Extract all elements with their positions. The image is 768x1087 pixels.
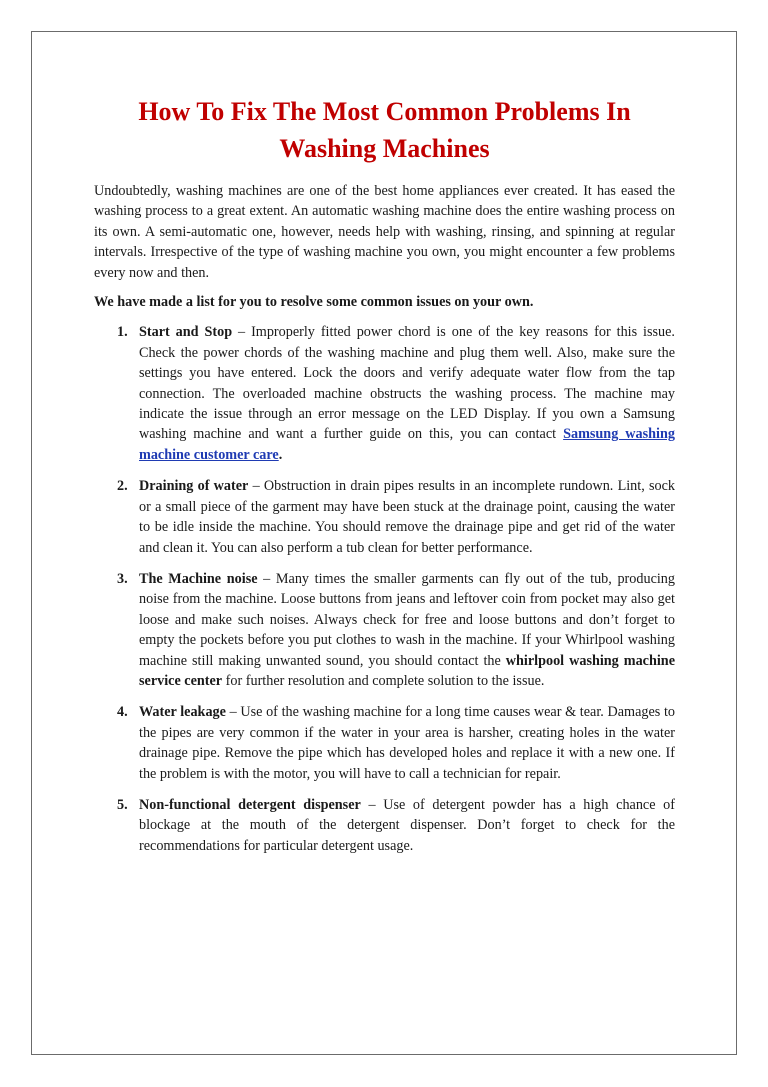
- list-number: 2.: [117, 478, 128, 495]
- whirlpool-service-center-text: whirlpool washing machine service center: [139, 652, 675, 689]
- item-heading: Water leakage: [139, 704, 226, 721]
- list-item-detergent-dispenser: [94, 795, 675, 856]
- list-item-machine-noise: [94, 569, 675, 691]
- item-text: – Use of detergent powder has a high chance of blockage at the mouth of the detergent dispenser. Don’t forget to check for the recommendations for particular detergent usage.: [139, 796, 675, 854]
- item-heading: Start and Stop: [139, 324, 233, 341]
- list-number: 5.: [117, 796, 128, 813]
- lead-sentence: We have made a list for you to resolve some common issues on your own.: [94, 294, 534, 311]
- item-text: – Obstruction in drain pipes results in an incomplete rundown. Lint, sock or a small piece of the garment may have been stuck at the drainage point, causing the water to be idle inside the machine. You should remove the drainage pipe and get rid of the water and clean it. You can also perform a tub clean for better performance.: [139, 478, 676, 556]
- document-body: [94, 93, 675, 867]
- item-text-end: for further resolution and complete solution to the issue.: [222, 672, 545, 689]
- issue-list: [94, 322, 675, 856]
- item-heading: Draining of water: [139, 478, 249, 495]
- list-item-water-leakage: [94, 702, 675, 784]
- list-number: 4.: [117, 704, 128, 721]
- item-text-end: .: [278, 446, 283, 463]
- intro-paragraph: Undoubtedly, washing machines are one of the best home appliances ever created. It has eased the washing process to a great extent. An automatic washing machine does the entire washing process on its own. A semi-automatic one, however, needs help with washing, rinsing, and spinning at regular intervals. Irrespective of the type of washing machine you own, you might encounter a few problems every now and then.: [94, 183, 675, 281]
- list-item-start-and-stop: [94, 322, 675, 465]
- list-number: 3.: [117, 570, 128, 587]
- item-heading: Non-functional detergent dispenser: [139, 796, 361, 813]
- samsung-customer-care-link[interactable]: Samsung washing machine customer care: [139, 426, 675, 463]
- item-text: – Many times the smaller garments can fly out of the tub, producing noise from the machine. Loose buttons from jeans and leftover coin from pocket may also get loose and make such noises. Always check for free and loose buttons and don’t forget to empty the pockets before you put clothes to wash in the machine. If your Whirlpool washing machine still making unwanted sound, you should contact the: [139, 570, 675, 669]
- item-text: – Use of the washing machine for a long time causes wear & tear. Damages to the pipes are very common if the water in your area is harsher, creating holes in the water drainage pipe. Remove the pipe which has developed holes and replace it with a new one. If the problem is with the motor, you will have to call a technician for repair.: [139, 704, 675, 782]
- document-title: How To Fix The Most Common Problems In Washing Machines: [138, 97, 631, 163]
- item-heading: The Machine noise: [139, 570, 258, 587]
- list-number: 1.: [117, 324, 128, 341]
- list-item-draining-of-water: [94, 476, 675, 558]
- item-text: – Improperly fitted power chord is one of the key reasons for this issue. Check the power chords of the washing machine and plug them well. Also, make sure the settings you have entered. Lock the doors and verify adequate water flow from the tap connection. The overloaded machine obstructs the washing process. The machine may indicate the issue through an error message on the LED Display. If you own a Samsung washing machine and want a further guide on this, you can contact: [139, 324, 675, 443]
